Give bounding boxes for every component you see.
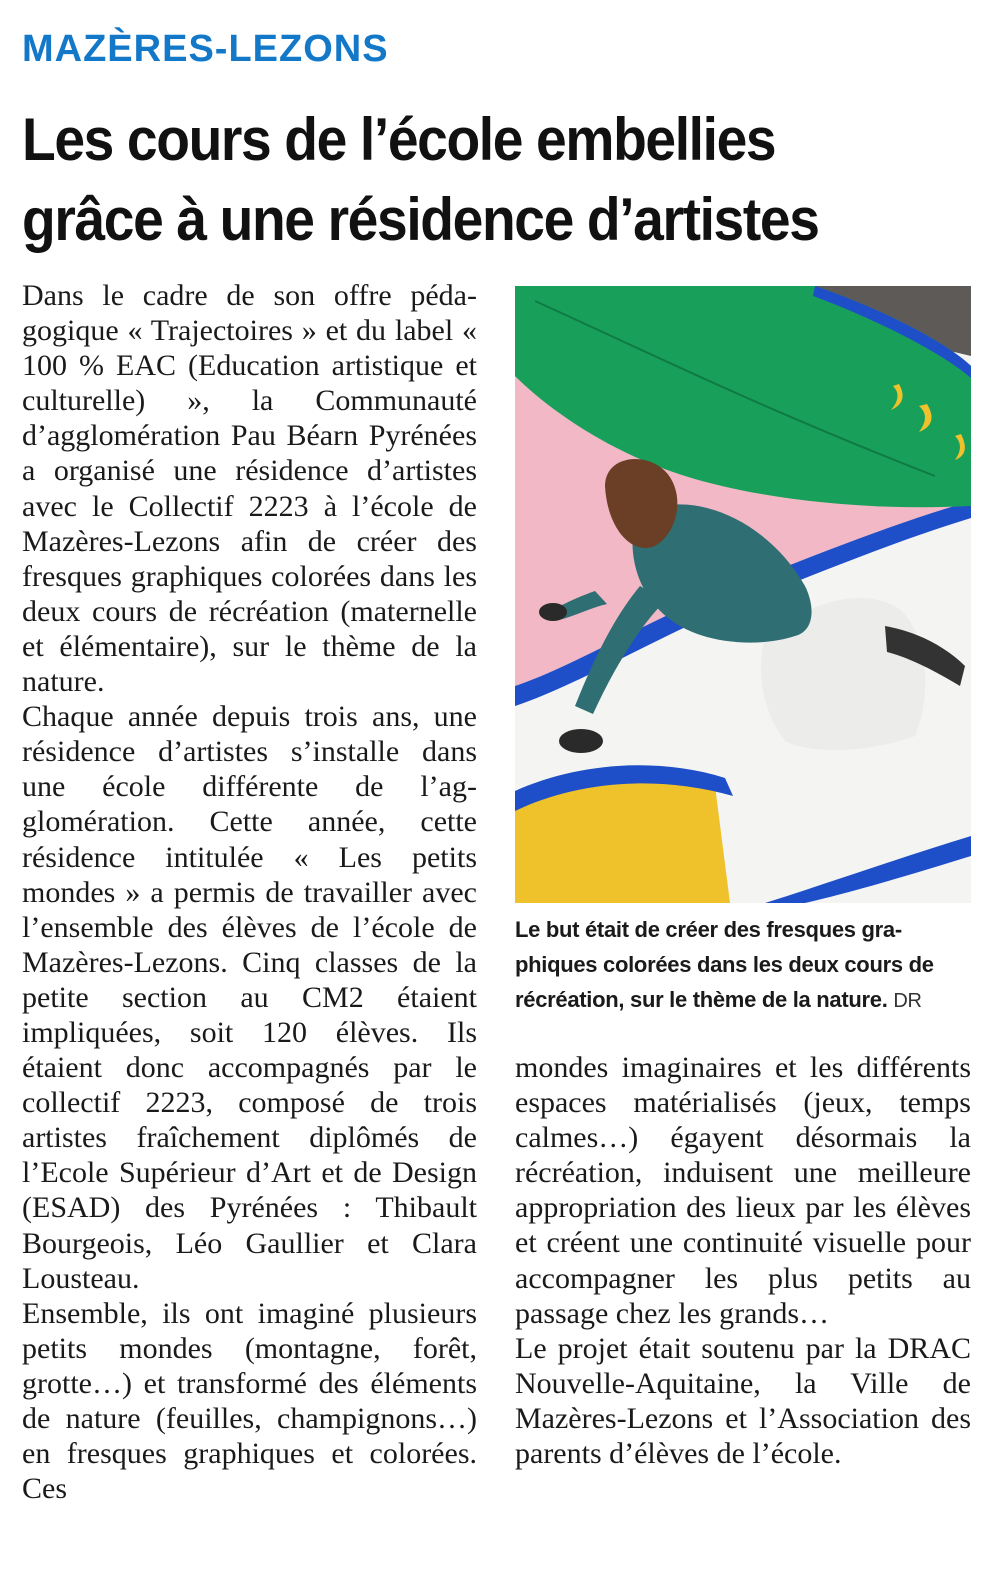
photo-credit: DR bbox=[893, 990, 922, 1012]
paragraph-3: Ensemble, ils ont imaginé plusieurs petits mondes (montagne, forêt, grotte…) et transformé des éléments de nature (feuilles, champignons…) en fresques graphiques et colorées. Ces bbox=[22, 1296, 477, 1506]
paragraph-5: Le projet était soutenu par la DRAC Nouvelle-Aquitaine, la Ville de Mazères-Lezons et l’Association des parents d’élèves de l’école. bbox=[515, 1331, 971, 1471]
article-headline bbox=[22, 100, 905, 260]
photo-caption bbox=[515, 912, 971, 1019]
paragraph-1: Dans le cadre de son offre pédagogique « Trajectoires » et du label « 100 % EAC (Education artistique et culturelle) », la Communauté d’agglomération Pau Béarn Pyrénées a organisé une résidence d’artistes avec le Collectif 2223 à l’école de Mazères-Lezons afin de créer des fresques graphiques colorées dans les deux cours de récréation (maternelle et élémentaire), sur le thème de la nature. bbox=[22, 279, 477, 699]
paragraph-2: Chaque année depuis trois ans, une résidence d’artistes s’installe dans une école différente de l’agglomération. Cette année, cette résidence intitulée « Les petits mondes » a permis de travailler avec l’ensemble des élèves de l’école de Mazères-Lezons. Cinq classes de la petite section au CM2 étaient impliquées, soit 120 élèves. Ils étaient donc accompagnés par le collectif 2223, composé de trois artistes fraîchement diplômés de l’Ecole Supérieur d’Art et de Design (ESAD) des Pyrénées : Thibault Bourgeois, Léo Gaullier et Clara Lousteau. bbox=[22, 700, 477, 1295]
caption-text: Le but était de créer des fresques graphiques colorées dans les deux cours de récréation, sur le thème de la nature. bbox=[515, 917, 934, 1012]
left-column bbox=[22, 278, 477, 1506]
mural-painting-illustration bbox=[515, 286, 971, 903]
headline-line-1: Les cours de l’école embellies bbox=[22, 106, 776, 173]
right-column bbox=[515, 1050, 971, 1471]
paragraph-4: mondes imaginaires et les différents espaces matérialisés (jeux, temps calmes…) égayent désormais la récréation, induisent une meilleure appropriation des lieux par les élèves et créent une continuité visuelle pour accompagner les plus petits au passage chez les grands… bbox=[515, 1051, 971, 1330]
article-photo bbox=[515, 286, 971, 903]
glove-left bbox=[559, 729, 603, 753]
glove-right bbox=[539, 603, 567, 621]
section-kicker: MAZÈRES-LEZONS bbox=[22, 28, 389, 70]
headline-line-2: grâce à une résidence d’artistes bbox=[22, 186, 819, 253]
